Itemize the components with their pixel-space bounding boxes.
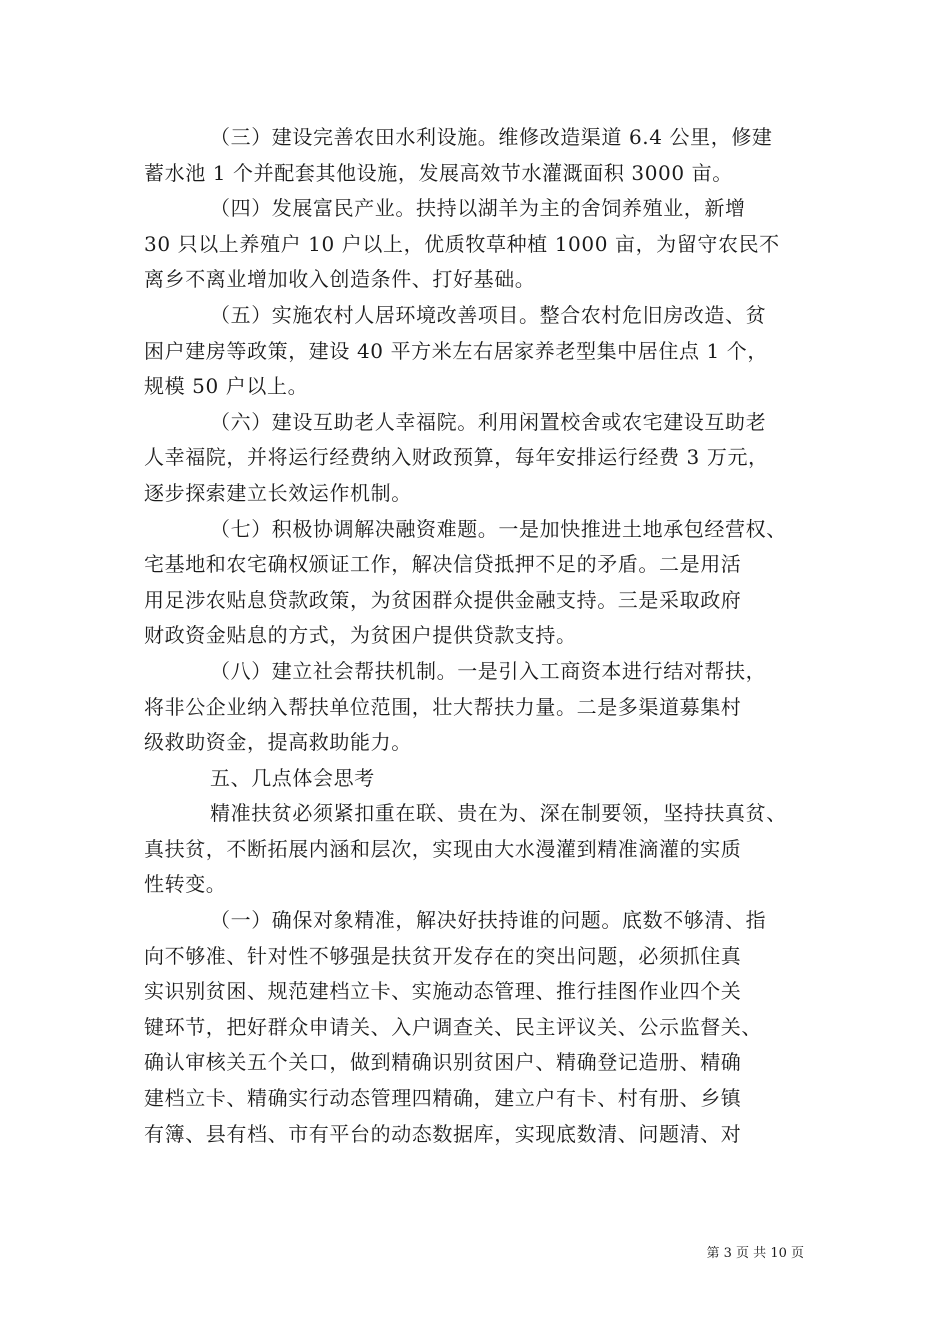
text-line: 30 只以上养殖户 10 户以上，优质牧草种植 1000 亩，为留守农民不 xyxy=(144,231,780,256)
text-line: （三）建设完善农田水利设施。维修改造渠道 6.4 公里，修建 xyxy=(210,125,773,149)
text-line: 规模 50 户以上。 xyxy=(144,374,309,399)
text-line: 宅基地和农宅确权颁证工作，解决信贷抵押不足的矛盾。二是用活 xyxy=(144,552,742,577)
text-line: （一）确保对象精准，解决好扶持谁的问题。底数不够清、指 xyxy=(210,908,767,933)
text-line: （七）积极协调解决融资难题。一是加快推进土地承包经营权、 xyxy=(210,516,787,541)
text-line: 困户建房等政策，建设 40 平方米左右居家养老型集中居住点 1 个， xyxy=(144,338,769,363)
text-line: 性转变。 xyxy=(144,872,227,897)
text-line: （四）发展富民产业。扶持以湖羊为主的舍饲养殖业，新增 xyxy=(210,196,746,221)
text-line: 向不够准、针对性不够强是扶贫开发存在的突出问题，必须抓住真 xyxy=(144,943,742,968)
text-line: 真扶贫，不断拓展内涵和层次，实现由大水漫灌到精准滴灌的实质 xyxy=(144,836,742,861)
text-line: 级救助资金，提高救助能力。 xyxy=(144,730,412,755)
text-line: （八）建立社会帮扶机制。一是引入工商资本进行结对帮扶， xyxy=(210,658,767,683)
document-body xyxy=(144,120,816,1152)
text-line: 建档立卡、精确实行动态管理四精确，建立户有卡、村有册、乡镇 xyxy=(144,1086,742,1111)
page-number-footer: 第 3 页 共 10 页 xyxy=(706,1246,804,1261)
text-line: 蓄水池 1 个并配套其他设施，发展高效节水灌溉面积 3000 亩。 xyxy=(144,160,733,185)
text-line: 键环节，把好群众申请关、入户调查关、民主评议关、公示监督关、 xyxy=(144,1014,762,1039)
text-line: 将非公企业纳入帮扶单位范围，壮大帮扶力量。二是多渠道募集村 xyxy=(144,694,742,719)
text-line: 财政资金贴息的方式，为贫困户提供贷款支持。 xyxy=(144,623,577,648)
text-line: 用足涉农贴息贷款政策，为贫困群众提供金融支持。三是采取政府 xyxy=(144,587,742,612)
text-line: （六）建设互助老人幸福院。利用闲置校舍或农宅建设互助老 xyxy=(210,409,767,434)
text-line: 五、几点体会思考 xyxy=(210,765,375,790)
text-line: 精准扶贫必须紧扣重在联、贵在为、深在制要领，坚持扶真贫、 xyxy=(210,801,787,826)
text-line: 逐步探索建立长效运作机制。 xyxy=(144,480,412,505)
text-line: （五）实施农村人居环境改善项目。整合农村危旧房改造、贫 xyxy=(210,302,767,327)
text-line: 离乡不离业增加收入创造条件、打好基础。 xyxy=(144,267,536,292)
text-line: 有簿、县有档、市有平台的动态数据库，实现底数清、问题清、对 xyxy=(144,1121,742,1146)
text-line: 人幸福院，并将运行经费纳入财政预算，每年安排运行经费 3 万元， xyxy=(144,445,769,470)
text-line: 确认审核关五个关口，做到精确识别贫困户、精确登记造册、精确 xyxy=(144,1050,742,1075)
text-line: 实识别贫困、规范建档立卡、实施动态管理、推行挂图作业四个关 xyxy=(144,979,742,1004)
